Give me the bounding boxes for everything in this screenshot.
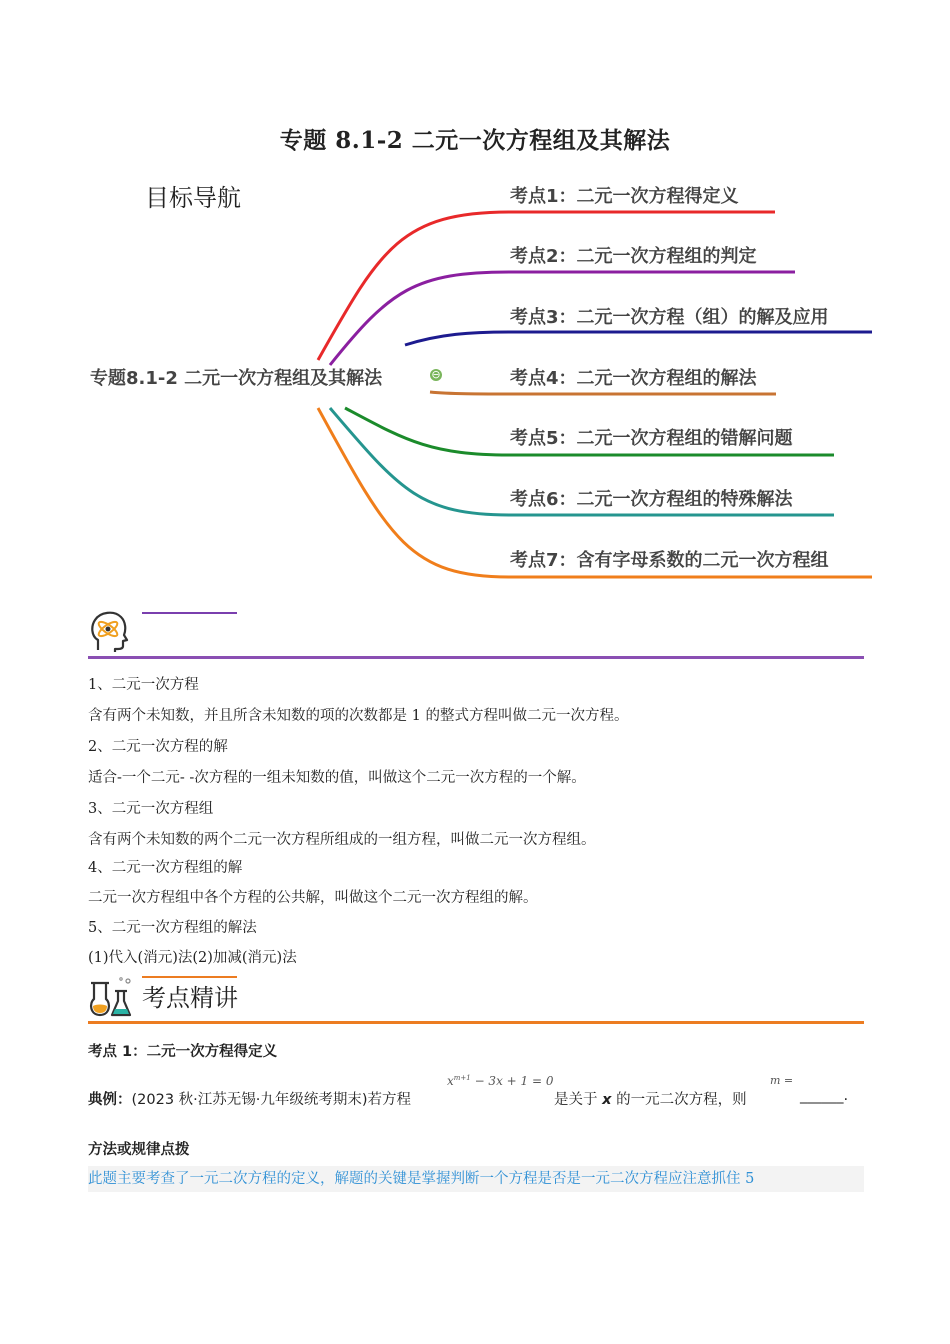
formula-exponent: m+1 — [453, 1074, 471, 1082]
branch-label-2: 考点2：二元一次方程组的判定 — [510, 246, 757, 267]
mind-map-root: 专题8.1-2 二元一次方程组及其解法 — [90, 368, 383, 389]
formula-base: x — [447, 1074, 454, 1088]
knowledge-line-6: 含有两个未知数的两个二元一次方程所组成的一组方程，叫做二元一次方程组。 — [88, 832, 596, 848]
branch-line-3 — [405, 332, 872, 345]
knowledge-line-3: 2、二元一次方程的解 — [88, 739, 228, 755]
brain-head-icon — [88, 608, 132, 658]
knowledge-line-1: 1、二元一次方程 — [88, 677, 199, 693]
section-title: 考点精讲 — [142, 984, 238, 1012]
section-divider-purple — [88, 656, 864, 659]
branch-label-7: 考点7：含有字母系数的二元一次方程组 — [510, 550, 829, 571]
branch-label-6: 考点6：二元一次方程组的特殊解法 — [510, 489, 793, 510]
header-accent-line — [142, 612, 237, 614]
hint-text: 此题主要考查了一元二次方程的定义，解题的关键是掌握判断一个方程是否是一元二次方程应注意抓住 5 — [88, 1166, 864, 1192]
m-equals: m = — [770, 1074, 794, 1087]
branch-line-1 — [318, 212, 775, 360]
branch-label-5: 考点5：二元一次方程组的错解问题 — [510, 428, 793, 449]
collapse-icon[interactable]: ⊖ — [431, 368, 441, 381]
knowledge-line-4: 适合-一个二元- -次方程的一组未知数的值，叫做这个二元一次方程的一个解。 — [88, 770, 586, 786]
knowledge-line-2: 含有两个未知数，并且所含未知数的项的次数都是 1 的整式方程叫做二元一次方程。 — [88, 708, 629, 724]
branch-label-4: 考点4：二元一次方程组的解法 — [510, 368, 757, 389]
knowledge-line-10: (1)代入(消元)法(2)加减(消元)法 — [88, 950, 297, 966]
section-divider-orange — [88, 1021, 864, 1024]
knowledge-line-8: 二元一次方程组中各个方程的公共解，叫做这个二元一次方程组的解。 — [88, 890, 538, 906]
mind-map-connectors — [0, 0, 950, 600]
nav-label: 目标导航 — [145, 184, 241, 212]
formula-rest: − 3x + 1 = 0 — [470, 1074, 554, 1088]
branch-label-1: 考点1：二元一次方程得定义 — [510, 186, 739, 207]
knowledge-line-9: 5、二元一次方程组的解法 — [88, 920, 257, 936]
answer-blank[interactable]: ______. — [800, 1088, 849, 1104]
knowledge-line-5: 3、二元一次方程组 — [88, 801, 214, 817]
branch-line-4 — [430, 392, 776, 394]
branch-label-3: 考点3：二元一次方程（组）的解及应用 — [510, 307, 829, 328]
continuation-part-2: 的一元二次方程，则 — [611, 1092, 747, 1108]
example-line — [88, 1088, 411, 1109]
lab-flask-icon — [88, 975, 134, 1025]
knowledge-line-7: 4、二元一次方程组的解 — [88, 860, 243, 876]
example-label: 典例： — [88, 1092, 132, 1108]
continuation-part-1: 是关于 — [554, 1092, 603, 1108]
page-title: 专题 8.1-2 二元一次方程组及其解法 — [279, 127, 671, 154]
example-text: (2023 秋·江苏无锡·九年级统考期末)若方程 — [131, 1092, 412, 1108]
equation-formula — [447, 1074, 553, 1088]
kp1-title: 考点 1：二元一次方程得定义 — [88, 1044, 278, 1060]
method-title: 方法或规律点拨 — [88, 1142, 190, 1158]
variable-x: x — [602, 1092, 612, 1108]
example-continuation — [554, 1088, 747, 1109]
